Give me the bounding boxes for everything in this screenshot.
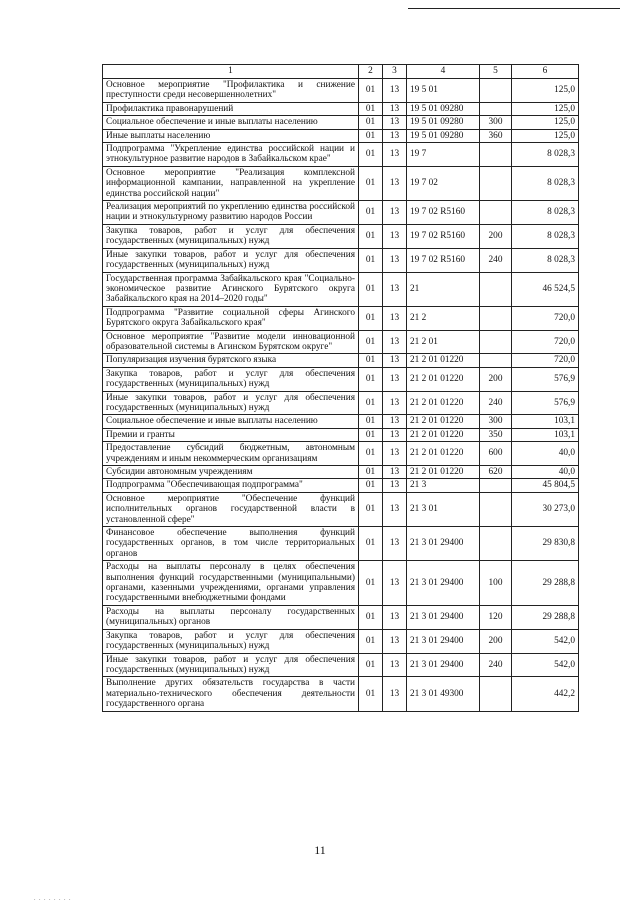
cell-expense-type: 100	[480, 561, 512, 606]
table-row	[103, 166, 579, 200]
cell-target-code: 21 3 01 29400	[407, 561, 480, 606]
cell-amount: 46 524,5	[512, 272, 579, 306]
table-row	[103, 605, 579, 629]
cell-subsection: 13	[383, 116, 407, 129]
cell-target-code: 21 2 01	[407, 330, 480, 354]
cell-amount: 40,0	[512, 466, 579, 479]
cell-target-code: 19 7 02 R5160	[407, 224, 480, 248]
cell-section: 01	[359, 79, 383, 103]
cell-section: 01	[359, 143, 383, 167]
cell-target-code: 21 2	[407, 306, 480, 330]
table-row	[103, 354, 579, 367]
page-number: 11	[314, 843, 326, 857]
cell-subsection: 13	[383, 561, 407, 606]
cell-section: 01	[359, 166, 383, 200]
cell-target-code: 21 2 01 01220	[407, 391, 480, 415]
cell-section: 01	[359, 677, 383, 711]
cell-name: Реализация мероприятий по укреплению единства российской нации и этнокультурному развитию народов России	[103, 201, 359, 225]
cell-name: Основное мероприятие "Развитие модели инновационной образовательной системы в Агинском Бурятском округе"	[103, 330, 359, 354]
cell-expense-type: 200	[480, 629, 512, 653]
cell-name: Иные выплаты населению	[103, 129, 359, 142]
cell-expense-type: 200	[480, 224, 512, 248]
cell-amount: 29 830,8	[512, 527, 579, 561]
cell-name: Популяризация изучения бурятского языка	[103, 354, 359, 367]
cell-target-code: 19 7	[407, 143, 480, 167]
cell-expense-type: 240	[480, 391, 512, 415]
header-col-6: 6	[512, 65, 579, 79]
cell-target-code: 19 7 02 R5160	[407, 201, 480, 225]
table-row	[103, 102, 579, 115]
cell-section: 01	[359, 442, 383, 466]
cell-amount: 45 804,5	[512, 479, 579, 492]
cell-section: 01	[359, 428, 383, 441]
cell-name: Расходы на выплаты персоналу в целях обеспечения выполнения функций государственными (муниципальными) органами, казенными учреждениями, органами управления государственными внебюджетными фондами	[103, 561, 359, 606]
cell-subsection: 13	[383, 330, 407, 354]
cell-section: 01	[359, 479, 383, 492]
cell-amount: 125,0	[512, 116, 579, 129]
table-row	[103, 224, 579, 248]
cell-section: 01	[359, 466, 383, 479]
cell-amount: 8 028,3	[512, 201, 579, 225]
table-row	[103, 629, 579, 653]
cell-amount: 8 028,3	[512, 224, 579, 248]
cell-amount: 125,0	[512, 129, 579, 142]
cell-name: Премии и гранты	[103, 428, 359, 441]
cell-target-code: 21 2 01 01220	[407, 367, 480, 391]
table-row	[103, 677, 579, 711]
cell-amount: 103,1	[512, 428, 579, 441]
cell-section: 01	[359, 354, 383, 367]
cell-subsection: 13	[383, 248, 407, 272]
cell-subsection: 13	[383, 677, 407, 711]
table-header	[103, 65, 579, 79]
cell-expense-type: 240	[480, 653, 512, 677]
cell-amount: 125,0	[512, 79, 579, 103]
table-row	[103, 306, 579, 330]
cell-amount: 720,0	[512, 306, 579, 330]
cell-expense-type	[480, 492, 512, 526]
table-row	[103, 129, 579, 142]
table-row	[103, 479, 579, 492]
cell-name: Финансовое обеспечение выполнения функций государственных органов, в том числе территориальных органов	[103, 527, 359, 561]
cell-subsection: 13	[383, 272, 407, 306]
cell-section: 01	[359, 201, 383, 225]
cell-subsection: 13	[383, 367, 407, 391]
table-row	[103, 561, 579, 606]
cell-section: 01	[359, 629, 383, 653]
cell-target-code: 21 3 01	[407, 492, 480, 526]
cell-section: 01	[359, 605, 383, 629]
table-row	[103, 428, 579, 441]
cell-subsection: 13	[383, 466, 407, 479]
cell-name: Основное мероприятие "Профилактика и снижение преступности среди несовершеннолетних"	[103, 79, 359, 103]
cell-name: Основное мероприятие "Реализация комплексной информационной кампании, направленной на укрепление единства российской нации"	[103, 166, 359, 200]
cell-target-code: 21 2 01 01220	[407, 442, 480, 466]
table-row	[103, 367, 579, 391]
table-row	[103, 442, 579, 466]
cell-section: 01	[359, 330, 383, 354]
cell-name: Иные закупки товаров, работ и услуг для обеспечения государственных (муниципальных) нужд	[103, 248, 359, 272]
cell-subsection: 13	[383, 442, 407, 466]
cell-section: 01	[359, 527, 383, 561]
cell-subsection: 13	[383, 428, 407, 441]
cell-amount: 8 028,3	[512, 143, 579, 167]
cell-amount: 40,0	[512, 442, 579, 466]
cell-amount: 576,9	[512, 391, 579, 415]
cell-amount: 442,2	[512, 677, 579, 711]
scan-artifact: . . . . . . . .	[34, 896, 72, 902]
cell-expense-type	[480, 306, 512, 330]
cell-amount: 103,1	[512, 415, 579, 428]
cell-amount: 8 028,3	[512, 248, 579, 272]
cell-section: 01	[359, 391, 383, 415]
table-row	[103, 415, 579, 428]
cell-expense-type	[480, 354, 512, 367]
cell-name: Профилактика правонарушений	[103, 102, 359, 115]
cell-target-code: 19 7 02 R5160	[407, 248, 480, 272]
cell-amount: 720,0	[512, 330, 579, 354]
cell-name: Закупка товаров, работ и услуг для обеспечения государственных (муниципальных) нужд	[103, 367, 359, 391]
cell-expense-type	[480, 677, 512, 711]
cell-subsection: 13	[383, 492, 407, 526]
cell-target-code: 21 3 01 29400	[407, 653, 480, 677]
cell-target-code: 19 5 01 09280	[407, 129, 480, 142]
table-row	[103, 201, 579, 225]
cell-expense-type: 200	[480, 367, 512, 391]
cell-expense-type: 600	[480, 442, 512, 466]
cell-subsection: 13	[383, 391, 407, 415]
cell-name: Социальное обеспечение и иные выплаты населению	[103, 415, 359, 428]
cell-target-code: 21 2 01 01220	[407, 354, 480, 367]
cell-target-code: 21 2 01 01220	[407, 428, 480, 441]
cell-name: Подпрограмма "Укрепление единства российской нации и этнокультурное развитие народов в Забайкальском крае"	[103, 143, 359, 167]
cell-section: 01	[359, 367, 383, 391]
table-row	[103, 272, 579, 306]
cell-expense-type	[480, 166, 512, 200]
cell-expense-type	[480, 272, 512, 306]
table-row	[103, 116, 579, 129]
budget-table	[102, 64, 579, 712]
cell-amount: 125,0	[512, 102, 579, 115]
cell-subsection: 13	[383, 629, 407, 653]
cell-expense-type	[480, 201, 512, 225]
cell-target-code: 19 5 01 09280	[407, 116, 480, 129]
header-col-2: 2	[359, 65, 383, 79]
cell-target-code: 21 3 01 49300	[407, 677, 480, 711]
cell-target-code: 19 5 01 09280	[407, 102, 480, 115]
cell-amount: 542,0	[512, 653, 579, 677]
cell-amount: 720,0	[512, 354, 579, 367]
table-row	[103, 492, 579, 526]
cell-expense-type: 240	[480, 248, 512, 272]
cell-section: 01	[359, 129, 383, 142]
cell-subsection: 13	[383, 102, 407, 115]
cell-subsection: 13	[383, 201, 407, 225]
cell-subsection: 13	[383, 129, 407, 142]
cell-name: Иные закупки товаров, работ и услуг для обеспечения государственных (муниципальных) нужд	[103, 653, 359, 677]
cell-target-code: 21 3 01 29400	[407, 629, 480, 653]
cell-target-code: 21 2 01 01220	[407, 466, 480, 479]
cell-target-code: 21	[407, 272, 480, 306]
cell-name: Предоставление субсидий бюджетным, автономным учреждениям и иным некоммерческим организациям	[103, 442, 359, 466]
header-col-3: 3	[383, 65, 407, 79]
cell-name: Основное мероприятие "Обеспечение функций исполнительных органов государственной власти в установленной сфере"	[103, 492, 359, 526]
cell-name: Субсидии автономным учреждениям	[103, 466, 359, 479]
header-col-4: 4	[407, 65, 480, 79]
header-row	[103, 65, 579, 79]
cell-target-code: 19 5 01	[407, 79, 480, 103]
cell-expense-type: 620	[480, 466, 512, 479]
table-row	[103, 527, 579, 561]
cell-section: 01	[359, 102, 383, 115]
cell-name: Иные закупки товаров, работ и услуг для обеспечения государственных (муниципальных) нужд	[103, 391, 359, 415]
cell-amount: 576,9	[512, 367, 579, 391]
cell-expense-type	[480, 479, 512, 492]
table-row	[103, 653, 579, 677]
table-body	[103, 79, 579, 712]
cell-subsection: 13	[383, 527, 407, 561]
cell-name: Социальное обеспечение и иные выплаты населению	[103, 116, 359, 129]
cell-target-code: 21 3 01 29400	[407, 527, 480, 561]
cell-section: 01	[359, 653, 383, 677]
cell-subsection: 13	[383, 166, 407, 200]
cell-section: 01	[359, 116, 383, 129]
cell-amount: 29 288,8	[512, 605, 579, 629]
cell-expense-type	[480, 102, 512, 115]
cell-subsection: 13	[383, 306, 407, 330]
cell-amount: 30 273,0	[512, 492, 579, 526]
cell-amount: 29 288,8	[512, 561, 579, 606]
cell-name: Подпрограмма "Развитие социальной сферы Агинского Бурятского округа Забайкальского края"	[103, 306, 359, 330]
cell-name: Закупка товаров, работ и услуг для обеспечения государственных (муниципальных) нужд	[103, 629, 359, 653]
cell-section: 01	[359, 248, 383, 272]
table-row	[103, 143, 579, 167]
cell-name: Выполнение других обязательств государства в части материально-технического обеспечения деятельности государственного органа	[103, 677, 359, 711]
cell-expense-type: 120	[480, 605, 512, 629]
cell-expense-type	[480, 330, 512, 354]
header-col-1: 1	[103, 65, 359, 79]
cell-subsection: 13	[383, 79, 407, 103]
cell-expense-type: 300	[480, 116, 512, 129]
cell-expense-type	[480, 79, 512, 103]
cell-target-code: 21 2 01 01220	[407, 415, 480, 428]
cell-target-code: 21 3 01 29400	[407, 605, 480, 629]
table-row	[103, 248, 579, 272]
cell-subsection: 13	[383, 354, 407, 367]
cell-section: 01	[359, 561, 383, 606]
table-row	[103, 330, 579, 354]
cell-section: 01	[359, 415, 383, 428]
cell-target-code: 21 3	[407, 479, 480, 492]
cell-name: Расходы на выплаты персоналу государственных (муниципальных) органов	[103, 605, 359, 629]
cell-expense-type: 350	[480, 428, 512, 441]
cell-section: 01	[359, 224, 383, 248]
cell-subsection: 13	[383, 479, 407, 492]
cell-subsection: 13	[383, 653, 407, 677]
cell-expense-type: 360	[480, 129, 512, 142]
cell-target-code: 19 7 02	[407, 166, 480, 200]
cell-subsection: 13	[383, 143, 407, 167]
table-row	[103, 391, 579, 415]
cell-name: Государственная программа Забайкальского края "Социально-экономическое развитие Агинского Бурятского округа Забайкальского края на 2014–2020 годы"	[103, 272, 359, 306]
cell-name: Подпрограмма "Обеспечивающая подпрограмма"	[103, 479, 359, 492]
cell-section: 01	[359, 272, 383, 306]
cell-expense-type: 300	[480, 415, 512, 428]
cell-amount: 8 028,3	[512, 166, 579, 200]
cell-section: 01	[359, 306, 383, 330]
cell-subsection: 13	[383, 605, 407, 629]
cell-amount: 542,0	[512, 629, 579, 653]
cell-section: 01	[359, 492, 383, 526]
header-col-5: 5	[480, 65, 512, 79]
top-rule	[408, 8, 620, 9]
table-row	[103, 79, 579, 103]
cell-expense-type	[480, 143, 512, 167]
table-row	[103, 466, 579, 479]
cell-subsection: 13	[383, 415, 407, 428]
cell-name: Закупка товаров, работ и услуг для обеспечения государственных (муниципальных) нужд	[103, 224, 359, 248]
cell-expense-type	[480, 527, 512, 561]
cell-subsection: 13	[383, 224, 407, 248]
